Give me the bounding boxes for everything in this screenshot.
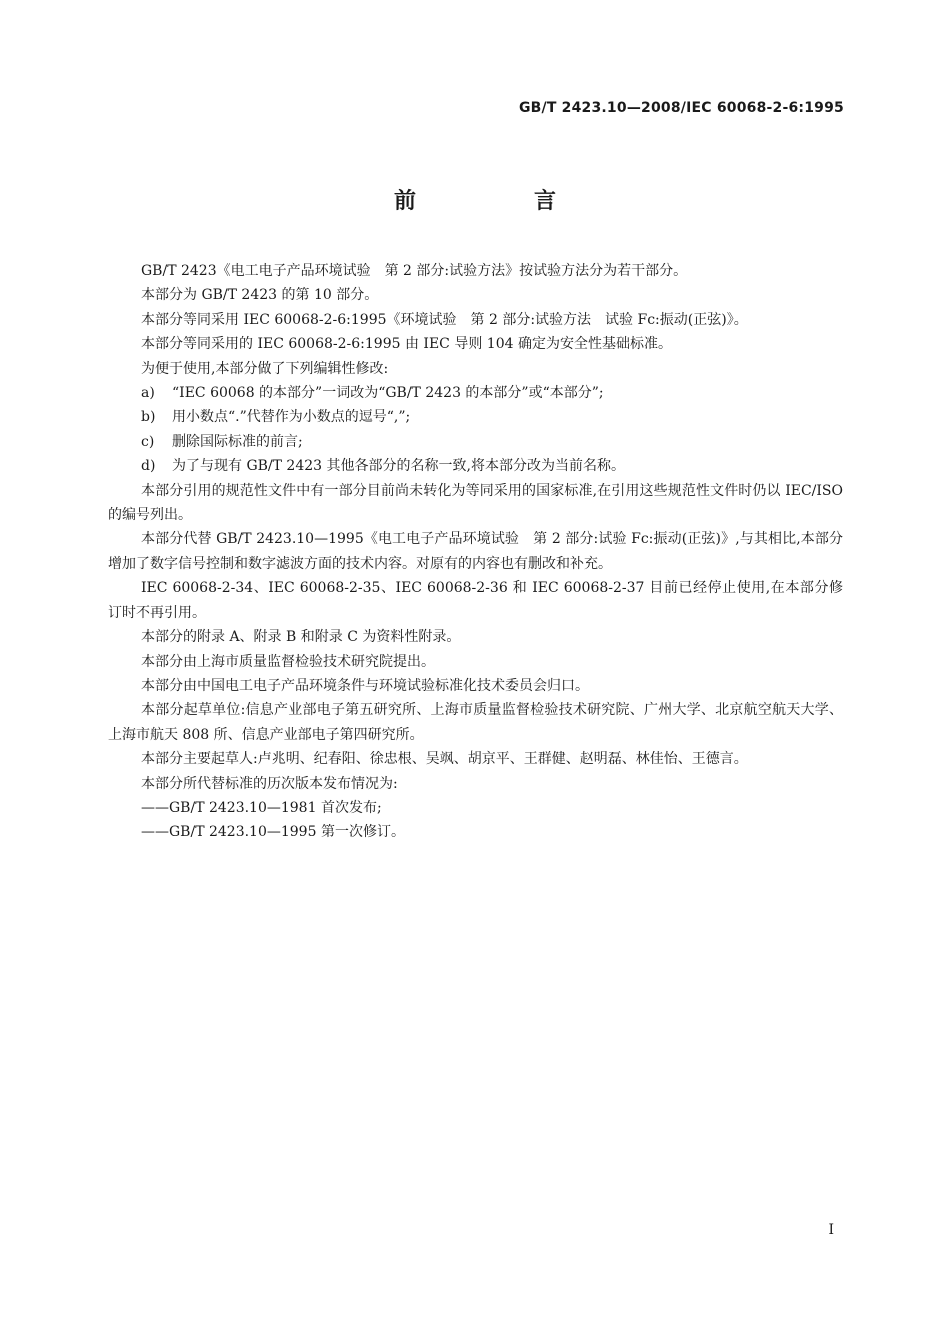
- list-item-text: “IEC 60068 的本部分”一词改为“GB/T 2423 的本部分”或“本部分”;: [172, 385, 604, 402]
- paragraph: 为便于使用,本部分做了下列编辑性修改:: [141, 360, 389, 377]
- paragraph: 本部分所代替标准的历次版本发布情况为:: [141, 775, 398, 792]
- list-item-text: 删除国际标准的前言;: [172, 433, 303, 450]
- list-item-text: 用小数点“.”代替作为小数点的逗号“,”;: [172, 409, 411, 426]
- list-marker: a): [141, 385, 155, 402]
- paragraph: 本部分等同采用 IEC 60068-2-6:1995《环境试验 第 2 部分:试验方法 试验 Fc:振动(正弦)》。: [141, 311, 748, 328]
- edit-list-item: [108, 405, 843, 429]
- paragraph: 本部分由上海市质量监督检验技术研究院提出。: [141, 653, 435, 670]
- paragraph: 本部分起草单位:信息产业部电子第五研究所、上海市质量监督检验技术研究院、广州大学、北京航空航天大学、上海市航天 808 所、信息产业部电子第四研究所。: [108, 702, 843, 743]
- list-item-text: 为了与现有 GB/T 2423 其他各部分的名称一致,将本部分改为当前名称。: [172, 458, 625, 475]
- document-body: [108, 259, 843, 845]
- paragraph: 本部分代替 GB/T 2423.10—1995《电工电子产品环境试验 第 2 部分:试验 Fc:振动(正弦)》,与其相比,本部分增加了数字信号控制和数字滤波方面的技术内容。对原有的内容也有删改和补充。: [108, 531, 843, 572]
- history-item: ——GB/T 2423.10—1995 第一次修订。: [141, 824, 405, 841]
- standard-code-header: GB/T 2423.10—2008/IEC 60068-2-6:1995: [518, 100, 844, 116]
- paragraph: 本部分等同采用的 IEC 60068-2-6:1995 由 IEC 导则 104 确定为安全性基础标准。: [141, 336, 672, 353]
- paragraph: 本部分引用的规范性文件中有一部分目前尚未转化为等同采用的国家标准,在引用这些规范性文件时仍以 IEC/ISO 的编号列出。: [108, 482, 843, 524]
- edit-list-item: [108, 430, 843, 454]
- edit-list-item: [108, 381, 843, 405]
- paragraph: 本部分由中国电工电子产品环境条件与环境试验标准化技术委员会归口。: [141, 677, 589, 694]
- paragraph: 本部分的附录 A、附录 B 和附录 C 为资料性附录。: [141, 629, 461, 646]
- paragraph: 本部分主要起草人:卢兆明、纪春阳、徐忠根、吴飒、胡京平、王群健、赵明磊、林佳怡、王德言。: [141, 751, 748, 768]
- page-title: 前 言: [393, 189, 604, 214]
- paragraph: GB/T 2423《电工电子产品环境试验 第 2 部分:试验方法》按试验方法分为若干部分。: [141, 263, 688, 279]
- paragraph: IEC 60068-2-34、IEC 60068-2-35、IEC 60068-2-36 和 IEC 60068-2-37 目前已经停止使用,在本部分修订时不再引用。: [108, 580, 843, 621]
- paragraph: 本部分为 GB/T 2423 的第 10 部分。: [141, 287, 379, 304]
- list-marker: d): [141, 458, 156, 475]
- list-marker: b): [141, 409, 156, 426]
- edit-list-item: [108, 454, 843, 478]
- list-marker: c): [141, 433, 155, 450]
- page-number: I: [828, 1222, 834, 1238]
- history-item: ——GB/T 2423.10—1981 首次发布;: [141, 799, 382, 816]
